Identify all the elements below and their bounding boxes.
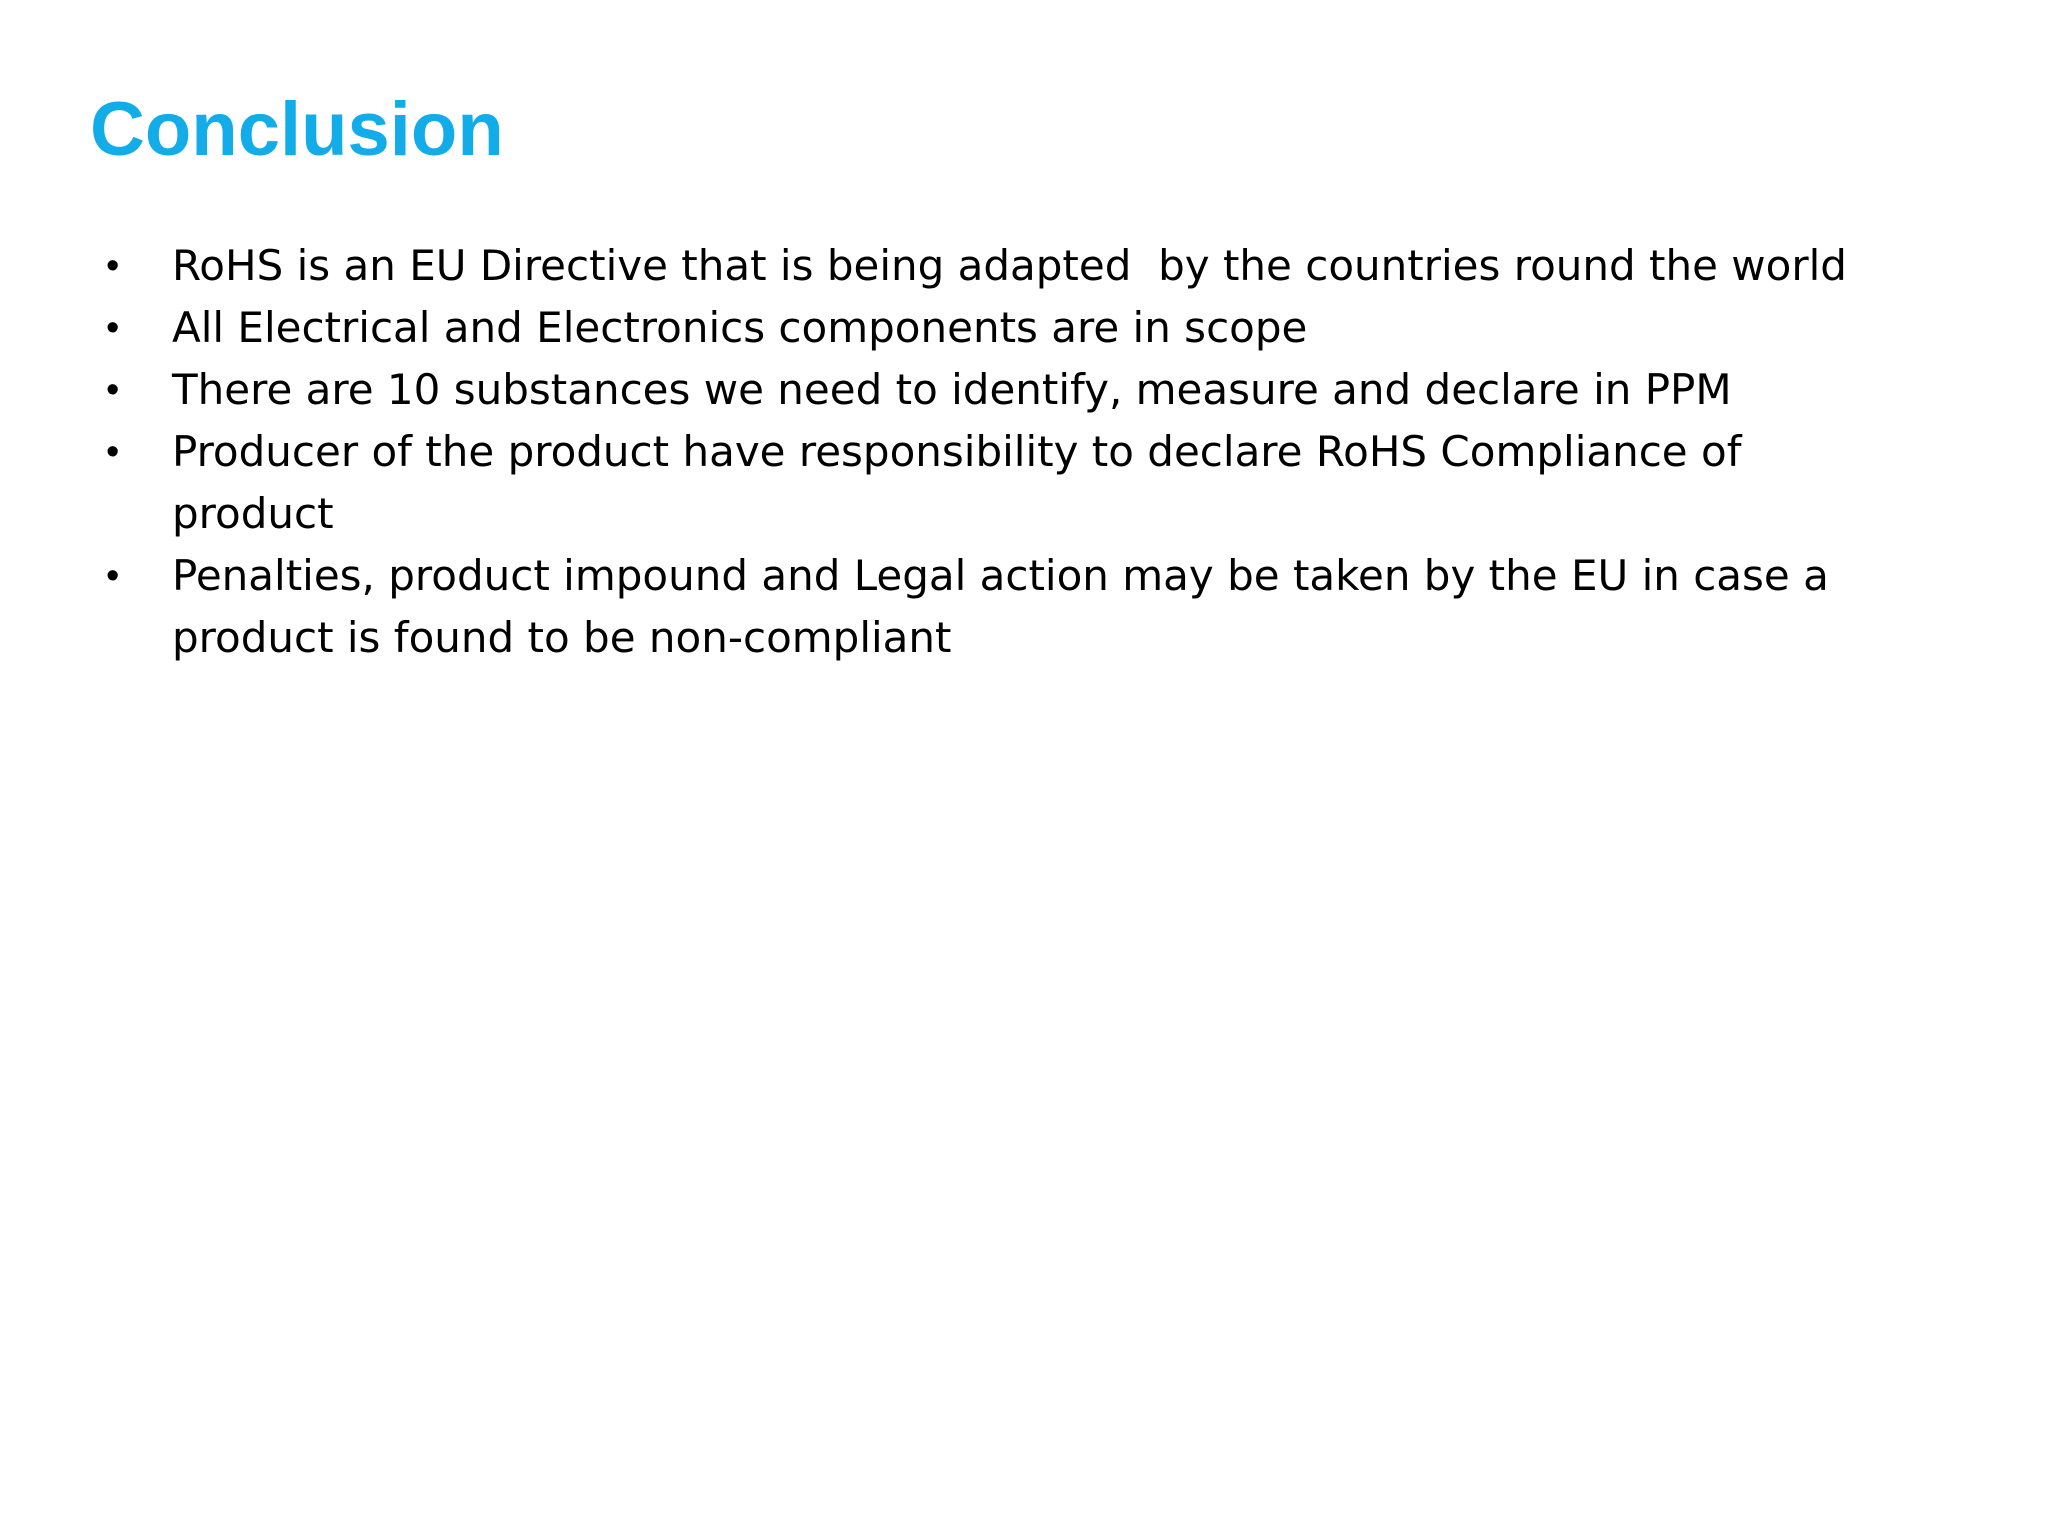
bullet-icon: • — [106, 245, 120, 287]
bullet-text: Penalties, product impound and Legal action may be taken by the EU in case a product is found to be non-compliant — [172, 551, 1843, 662]
bullet-icon: • — [106, 431, 120, 473]
bullet-item — [106, 545, 1886, 669]
bullet-text: There are 10 substances we need to identify, measure and declare in PPM — [172, 365, 1732, 414]
bullet-text: RoHS is an EU Directive that is being adapted by the countries round the world — [172, 241, 1847, 290]
bullet-text: All Electrical and Electronics components are in scope — [172, 303, 1308, 352]
bullet-item — [106, 421, 1886, 545]
bullet-list — [106, 235, 1886, 669]
bullet-item — [106, 359, 1886, 421]
bullet-icon: • — [106, 307, 120, 349]
bullet-text: Producer of the product have responsibility to declare RoHS Compliance of product — [172, 427, 1755, 538]
bullet-icon: • — [106, 369, 120, 411]
bullet-icon: • — [106, 555, 120, 597]
bullet-item — [106, 235, 1886, 297]
slide-title: Conclusion — [90, 87, 504, 172]
bullet-item — [106, 297, 1886, 359]
